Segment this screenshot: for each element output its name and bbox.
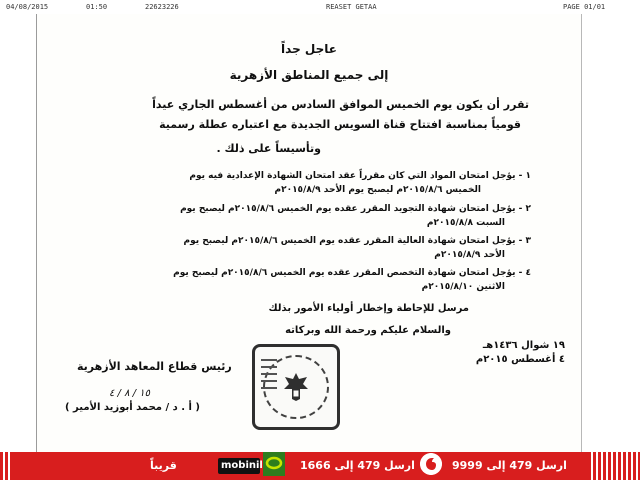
- signatory-name: ( أ . د / محمد أبوزيد الأمير ): [65, 402, 200, 413]
- handwritten-date: ١٥ / ٨ / ٤: [109, 388, 150, 399]
- right-stripe: [588, 452, 640, 480]
- fax-number: 22623226: [145, 3, 179, 11]
- fax-page: PAGE 01/01: [563, 3, 606, 11]
- official-seal: [252, 344, 340, 430]
- recipient-line: إلى جميع المناطق الأزهرية: [229, 68, 389, 82]
- urgent-label: عاجل جداً: [281, 42, 337, 56]
- vodafone-offer: ارسل 479 إلى 9999: [452, 459, 567, 472]
- signatory-title: رئيس قطاع المعاهد الأزهرية: [77, 360, 232, 373]
- closing-line-2: والسلام عليكم ورحمة الله وبركاته: [285, 325, 451, 336]
- etisalat-offer: ارسل 479 إلى 1666: [300, 459, 415, 472]
- item-1-line-2: الخميس ٢٠١٥/٨/٦م ليصبح يوم الأحد ٢٠١٥/٨/٩م: [274, 185, 481, 195]
- closing-line-1: مرسل للإحاطة وإخطار أولياء الأمور بذلك: [268, 303, 469, 314]
- fax-time: 01:50: [86, 3, 108, 11]
- etisalat-logo-icon: [263, 452, 285, 476]
- item-2-line-1: ٢ - يؤجل امتحان شهادة التجويد المقرر عقده يوم الخميس ٢٠١٥/٨/٦م ليصبح يوم: [180, 204, 531, 214]
- item-3-line-1: ٣ - يؤجل امتحان شهادة العالية المقرر عقده يوم الخميس ٢٠١٥/٨/٦م ليصبح يوم: [183, 236, 531, 246]
- intro-line-2: قومياً بمناسبة افتتاح قناة السويس الجديدة مع اعتباره عطلة رسمية: [159, 118, 521, 131]
- mobinil-logo: mobinil: [221, 460, 263, 471]
- fax-sender: REASET GETAA: [326, 3, 377, 11]
- intro-line-3: وتأسيساً على ذلك .: [216, 142, 321, 155]
- eagle-emblem-icon: [281, 371, 311, 403]
- item-4-line-2: الاثنين ٢٠١٥/٨/١٠م: [421, 282, 505, 292]
- item-2-line-2: السبت ٢٠١٥/٨/٨م: [426, 218, 505, 228]
- fax-header: [0, 0, 640, 14]
- coming-soon-label: قريباً: [150, 459, 177, 472]
- promo-bar: [0, 452, 640, 480]
- vodafone-logo-icon: [420, 453, 442, 475]
- fax-date: 04/08/2015: [6, 3, 49, 11]
- gregorian-date: ٤ أغسطس ٢٠١٥م: [475, 354, 565, 365]
- item-3-line-2: الأحد ٢٠١٥/٨/٩م: [434, 250, 505, 260]
- item-4-line-1: ٤ - يؤجل امتحان شهادة التخصص المقرر عقده يوم الخميس ٢٠١٥/٨/٦م ليصبح يوم: [173, 268, 531, 278]
- hijri-date: ١٩ شوال ١٤٣٦هـ: [482, 340, 565, 351]
- intro-line-1: تقرر أن يكون يوم الخميس الموافق السادس من أغسطس الجاري عيداً: [152, 98, 529, 111]
- seal-text-lines: [261, 359, 277, 394]
- letter-document: [36, 14, 582, 452]
- left-stripe: [0, 452, 10, 480]
- item-1-line-1: ١ - يؤجل امتحان المواد التي كان مقرراً عقد امتحان الشهادة الإعدادية فيه يوم: [189, 171, 531, 181]
